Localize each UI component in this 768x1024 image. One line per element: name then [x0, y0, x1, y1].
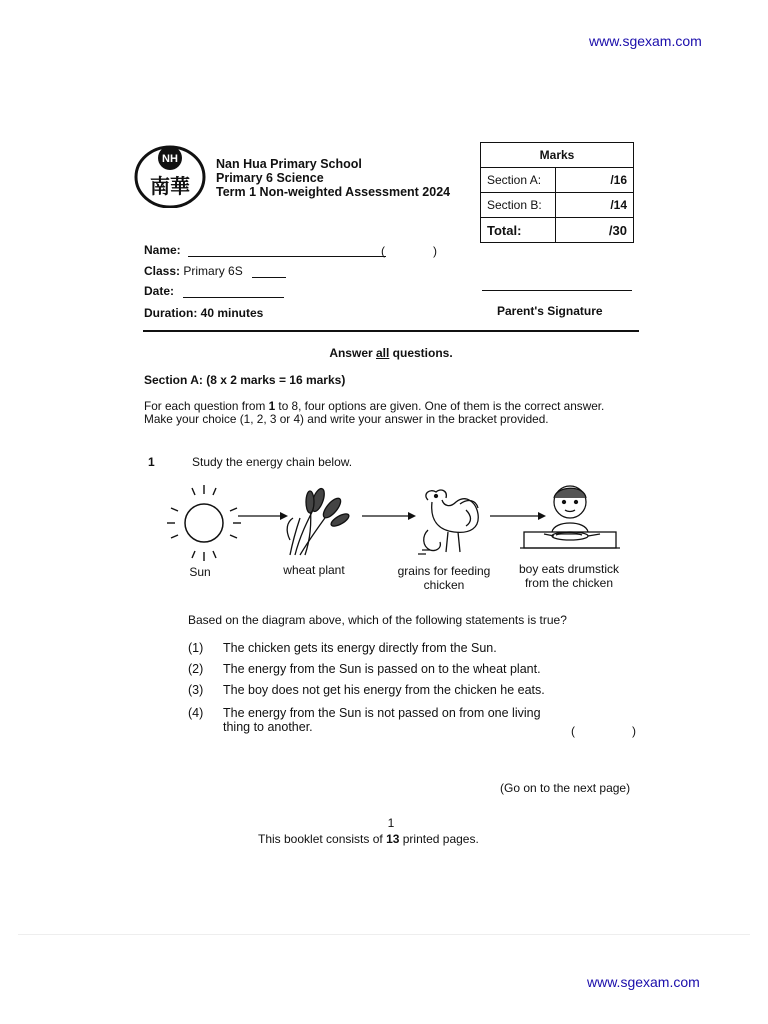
marks-row-section-b: [481, 193, 634, 218]
option-4: [188, 706, 588, 736]
label-boy-line2: from the chicken: [524, 576, 614, 590]
register-bracket-close: ): [433, 244, 437, 258]
label-boy-line1: boy eats drumstick: [518, 562, 620, 576]
marks-value: /16: [556, 168, 634, 193]
register-bracket-open: (: [381, 244, 385, 258]
label-boy: [504, 562, 634, 590]
arrow-icon: [362, 512, 416, 520]
page-number: 1: [387, 816, 395, 830]
school-logo: [134, 142, 206, 208]
answer-all-instruction: [143, 346, 639, 360]
label-chicken-line1: grains for feeding: [397, 564, 491, 578]
instruction-emphasis: all: [376, 346, 390, 360]
marks-label: Section A:: [481, 168, 556, 193]
answer-bracket-open: (: [571, 724, 575, 738]
signature-line: [482, 290, 632, 291]
option-1: [188, 641, 588, 657]
option-number: (2): [188, 662, 204, 676]
question-stem: Based on the diagram above, which of the following statements is true?: [188, 613, 567, 627]
name-label: Name:: [144, 243, 181, 257]
instruction-text: Answer: [329, 346, 376, 360]
label-chicken-line2: chicken: [423, 578, 465, 592]
logo-chinese: 南華: [150, 174, 190, 198]
booklet-info: [258, 832, 479, 846]
option-text: The chicken gets its energy directly from the Sun.: [223, 641, 497, 655]
option-number: (3): [188, 683, 204, 697]
school-name: Nan Hua Primary School: [216, 157, 362, 171]
answer-bracket-close: ): [632, 724, 636, 738]
chicken-icon: [418, 490, 478, 554]
logo-letters: NH: [162, 153, 178, 165]
sun-icon: [167, 485, 241, 561]
marks-header: Marks: [481, 143, 634, 168]
instruction-line-1: For each question from 1 to 8, four options are given. One of them is the correct answer.: [144, 399, 605, 413]
option-text: The energy from the Sun is passed on to the wheat plant.: [223, 662, 541, 676]
watermark-link-bottom[interactable]: www.sgexam.com: [587, 974, 700, 990]
wheat-plant-icon: [287, 487, 350, 555]
option-3: [188, 683, 588, 699]
energy-chain-diagram: [160, 480, 630, 565]
option-text: The energy from the Sun is not passed on from one living thing to another.: [223, 706, 541, 734]
class-line: [252, 277, 286, 278]
section-a-instructions: [144, 400, 644, 426]
duration-text: Duration: 40 minutes: [144, 306, 264, 320]
booklet-text: This booklet consists of: [258, 832, 387, 846]
date-label: Date:: [144, 284, 175, 298]
option-text: The boy does not get his energy from the chicken he eats.: [223, 683, 545, 697]
go-on-text: (Go on to the next page): [500, 781, 631, 795]
marks-label: Section B:: [481, 193, 556, 218]
label-wheat-plant: wheat plant: [283, 563, 345, 577]
page-edge: [18, 934, 750, 935]
subject-title: Primary 6 Science: [216, 171, 324, 185]
class-label: Class:: [144, 264, 181, 278]
name-line: [188, 256, 386, 257]
date-line: [183, 297, 284, 298]
question-prompt: Study the energy chain below.: [192, 455, 353, 469]
class-value: Primary 6S: [183, 264, 243, 278]
class-field: [144, 264, 243, 278]
assessment-title: Term 1 Non-weighted Assessment 2024: [216, 185, 451, 199]
section-a-title: Section A: (8 x 2 marks = 16 marks): [144, 373, 346, 387]
label-chicken: [384, 564, 504, 592]
total-value: /30: [556, 218, 634, 243]
marks-row-section-a: [481, 168, 634, 193]
boy-eating-icon: [520, 486, 620, 548]
marks-row-total: [481, 218, 634, 243]
header-divider: [143, 330, 639, 332]
booklet-page-count: 13: [386, 832, 400, 846]
option-number: (1): [188, 641, 204, 655]
instruction-line-2: Make your choice (1, 2, 3 or 4) and write your answer in the bracket provided.: [144, 412, 549, 426]
option-2: [188, 662, 588, 678]
arrow-icon: [490, 512, 546, 520]
marks-table: [480, 142, 634, 243]
watermark-link-top[interactable]: www.sgexam.com: [589, 33, 702, 49]
question-number: 1: [148, 455, 155, 469]
arrow-icon: [238, 512, 288, 520]
option-number: (4): [188, 706, 204, 720]
instruction-text: questions.: [389, 346, 453, 360]
marks-value: /14: [556, 193, 634, 218]
parent-signature-label: Parent's Signature: [497, 304, 603, 318]
label-sun: Sun: [189, 565, 211, 579]
booklet-text: printed pages.: [399, 832, 479, 846]
total-label: Total:: [481, 218, 556, 243]
